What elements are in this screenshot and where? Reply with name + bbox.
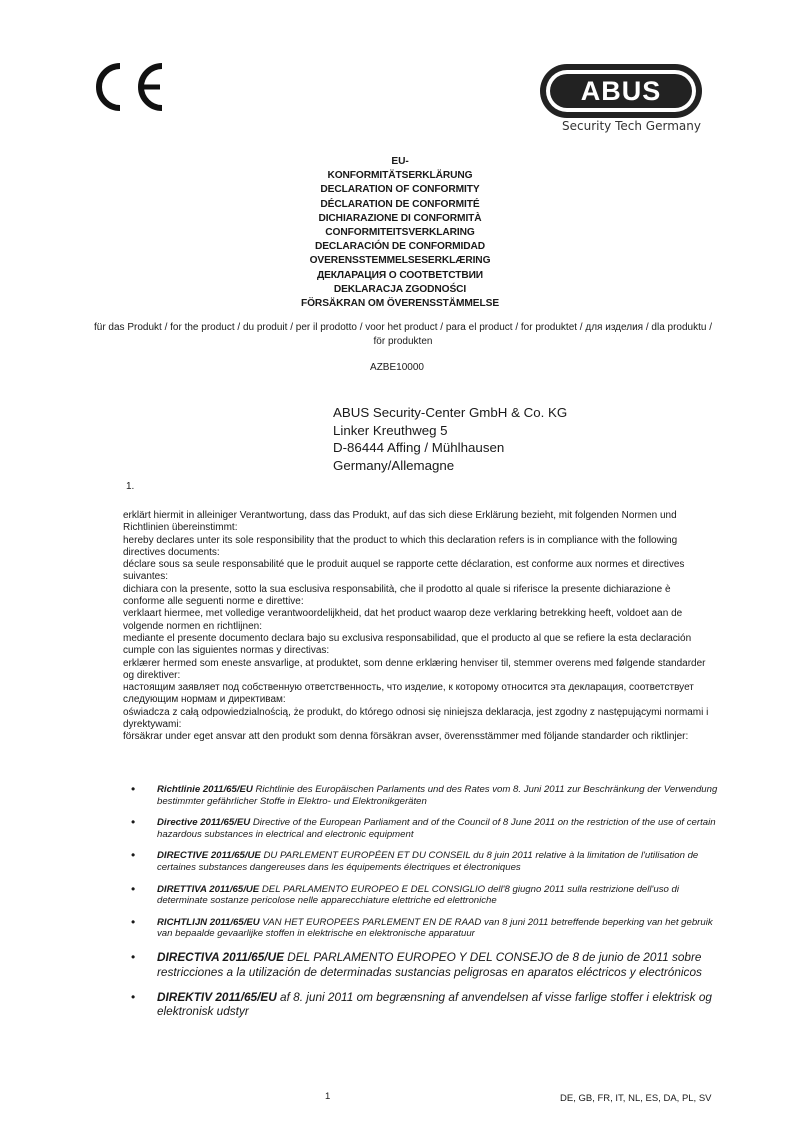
directive-description: af 8. juni 2011 om begrænsning af anvendelsen af visse farlige stoffer i elektrisk og elektronisk udstyr: [157, 989, 712, 1019]
declaration-statements: [123, 510, 713, 744]
title-line: DEKLARACJA ZGODNOŚCI: [333, 283, 467, 295]
directive-item: [131, 914, 721, 940]
directive-list: [131, 784, 721, 1029]
directive-description: DEL PARLAMENTO EUROPEO Y DEL CONSEJO de 8 de junio de 2011 sobre restricciones a la utilización de determinadas sustancias peligrosas en aparatos eléctricos y electrónicos: [157, 949, 702, 979]
statement-paragraph: mediante el presente documento declara bajo su exclusiva responsabilidad, que el producto al que se refiere la esta declaración cumple con las siguientes normas y directivas:: [123, 632, 692, 657]
company-name: ABUS Security-Center GmbH & Co. KG: [333, 405, 568, 420]
directive-description: Richtlinie des Europäischen Parlaments und des Rates vom 8. Juni 2011 zur Beschränkung der Verwendung bestimmter gefährlicher Stoffe in Elektro- und Elektronikgeräten: [157, 784, 718, 807]
bullet-icon: •: [131, 949, 136, 964]
page-number: 1: [325, 1091, 331, 1102]
statement-paragraph: erklærer hermed som eneste ansvarlige, at produktet, som denne erklæring henviser til, stemmer overens med følgende standarder og direktiver:: [123, 657, 706, 681]
abus-logo: [538, 62, 704, 120]
product-for-line: für das Produkt / for the product / du produit / per il prodotto / voor het product / para el product / for produktet / для изделия / dla produktu / för produkten: [93, 322, 713, 347]
bullet-icon: •: [131, 881, 136, 896]
directive-reference: Richtlinie 2011/65/EU: [157, 784, 253, 795]
title-line: ДЕКЛАРАЦИЯ О СООТВЕТСТВИИ: [316, 269, 484, 281]
title-line: OVERENSSTEMMELSESERKLÆRING: [309, 255, 491, 267]
title-line: DÉCLARATION DE CONFORMITÉ: [320, 198, 480, 210]
title-line: CONFORMITEITSVERKLARING: [325, 227, 475, 239]
document-title: [250, 155, 550, 311]
city: D-86444 Affing / Mühlhausen: [333, 440, 505, 455]
statement-paragraph: hereby declares unter its sole responsibility that the product to which this declaration refers is in compliance with the following directives documents:: [123, 534, 678, 558]
directive-description: DEL PARLAMENTO EUROPEO E DEL CONSIGLIO dell'8 giugno 2011 sulla restrizione dell'uso di determinate sostanze pericolose nelle apparecchiature elettriche ed elettroniche: [157, 883, 679, 907]
directive-reference: DIREKTIV 2011/65/EU: [157, 989, 277, 1004]
directive-reference: RICHTLIJN 2011/65/EU: [157, 916, 260, 928]
statement-paragraph: dichiara con la presente, sotto la sua esclusiva responsabilità, che il prodotto al quale si riferisce la presente dichiarazione è conforme alle seguenti norme e direttive:: [123, 583, 671, 608]
directive-description: DU PARLEMENT EUROPÉEN ET DU CONSEIL du 8 juin 2011 relative à la limitation de l'utilisation de certaines substances dangereuses dans les équipements électriques et électroniques: [157, 850, 699, 873]
statement-paragraph: erklärt hiermit in alleiniger Verantwortung, dass das Produkt, auf das sich diese Erklärung bezieht, mit folgenden Normen und Richtlinien übereinstimmt:: [123, 510, 677, 534]
title-line: EU-: [391, 156, 409, 167]
section-number: 1.: [126, 481, 135, 492]
directive-reference: Directive 2011/65/EU: [157, 817, 251, 829]
statement-paragraph: verklaart hiermee, met volledige verantwoordelijkheid, dat het product waarop deze verklaring betrekking heeft, voldoet aan de volgende normen en richtlijnen:: [123, 608, 683, 632]
directive-reference: DIRETTIVA 2011/65/UE: [157, 883, 260, 895]
title-line: KONFORMITÄTSERKLÄRUNG: [327, 170, 473, 182]
bullet-icon: •: [131, 989, 136, 1004]
title-line: FÖRSÄKRAN OM ÖVERENSSTÄMMELSE: [300, 298, 500, 310]
bullet-icon: •: [131, 815, 136, 830]
directive-item: [131, 881, 721, 907]
directive-item: [131, 950, 721, 980]
manufacturer-address: [333, 404, 567, 474]
directive-description: Directive of the European Parliament and of the Council of 8 June 2011 on the restriction of the use of certain hazardous substances in electrical and electronic equipment: [157, 817, 716, 840]
bullet-icon: •: [131, 848, 136, 863]
title-line: DICHIARAZIONE DI CONFORMITÀ: [318, 212, 482, 224]
abus-logo-text: ABUS: [580, 76, 662, 106]
statement-paragraph: настоящим заявляет под собственную ответственность, что изделие, к которому относится эта декларация, соответствует следующим нормам и директивам:: [123, 682, 694, 706]
bullet-icon: •: [131, 914, 136, 929]
title-line: DECLARATION OF CONFORMITY: [320, 184, 480, 196]
directive-item: [131, 784, 721, 807]
statement-paragraph: oświadcza z całą odpowiedzialnością, że produkt, do którego odnosi się niniejsza deklaracja, jest zgodny z następującymi normami i dyrektywami:: [123, 706, 709, 731]
country: Germany/Allemagne: [333, 457, 455, 473]
language-list: DE, GB, FR, IT, NL, ES, DA, PL, SV: [560, 1093, 712, 1104]
bullet-icon: •: [131, 782, 136, 796]
directive-reference: DIRECTIVA 2011/65/UE: [157, 949, 284, 964]
title-line: DECLARACIÓN DE CONFORMIDAD: [314, 241, 486, 253]
directive-reference: DIRECTIVE 2011/65/UE: [157, 850, 261, 862]
logo-tagline: Security Tech Germany: [562, 119, 701, 133]
street: Linker Kreuthweg 5: [333, 422, 448, 438]
directive-item: [131, 850, 721, 873]
statement-paragraph: déclare sous sa seule responsabilité que le produit auquel se rapporte cette déclaration, est conforme aux normes et directives suivantes:: [123, 559, 685, 583]
ce-mark-logo: [96, 62, 168, 112]
statement-paragraph: försäkrar under eget ansvar att den produkt som denna försäkran avser, överensstämmer med följande standarder och riktlinjer:: [123, 731, 689, 743]
directive-item: [131, 817, 721, 840]
directive-item: [131, 990, 721, 1020]
directive-description: VAN HET EUROPEES PARLEMENT EN DE RAAD van 8 juni 2011 betreffende beperking van het gebruik van bepaalde gevaarlijke stoffen in elektrische en elektronische apparatuur: [157, 916, 713, 940]
product-code: AZBE10000: [370, 362, 424, 373]
